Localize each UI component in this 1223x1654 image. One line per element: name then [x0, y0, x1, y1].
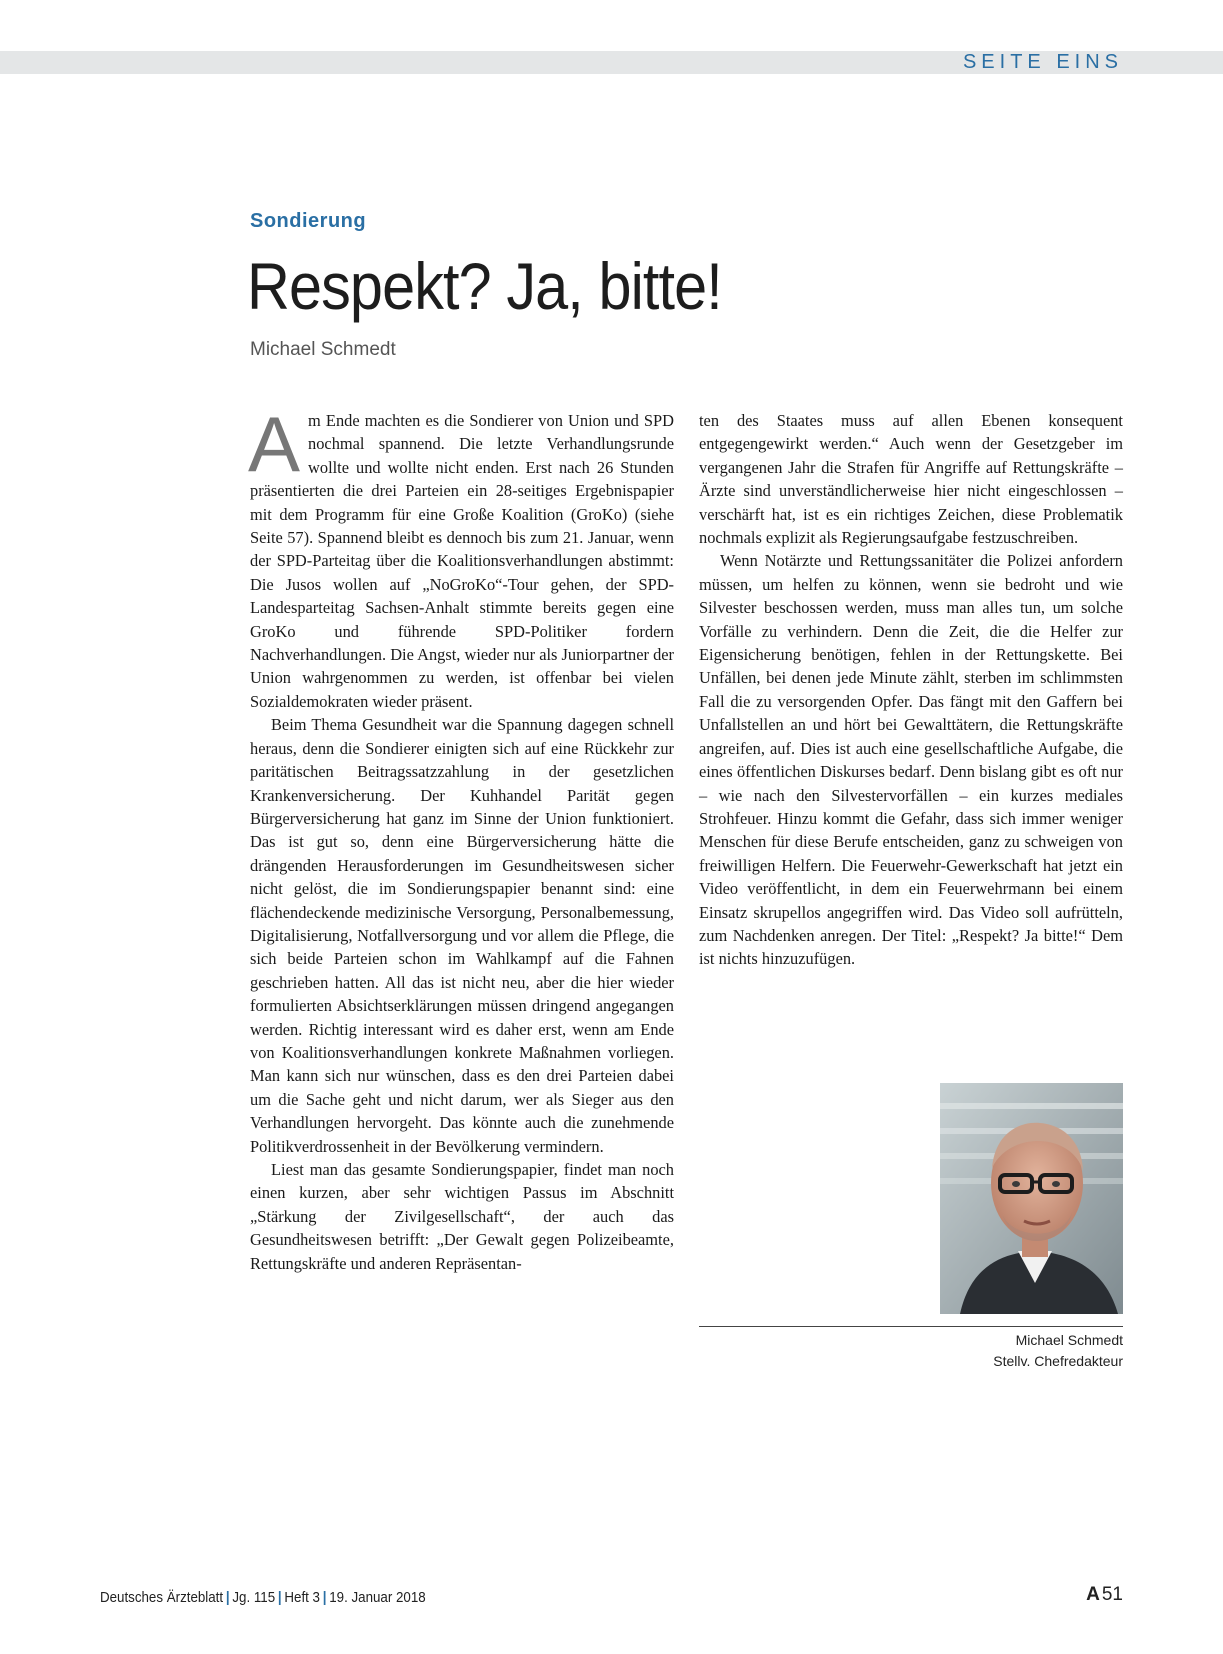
footer-volume: Jg. 115 [232, 1590, 276, 1606]
caption-rule [699, 1326, 1123, 1327]
caption-name: Michael Schmedt [1015, 1332, 1123, 1348]
paragraph: Beim Thema Gesundheit war die Spannung dagegen schnell heraus, denn die Sondierer einigten sich auf eine Rückkehr zur paritätischen Beitragssatzzahlung in der gesetzlichen Krankenversicherung. Der Kuhhandel Parität gegen Bürgerversicherung hat ganz im Sinne der Union funktioniert. Das ist gut so, denn eine Bürgerversicherung hätte die drängenden Herausforderungen im Gesundheitswesen sicher nicht gelöst, die im Sondierungspapier benannt sind: eine flächendeckende medizinische Versorgung, Personalbemessung, Digitalisierung, Notfallversorgung und vor allem die Pflege, die sich beide Parteien schon im Wahlkampf auf die Fahnen geschrieben hatten. All das ist nicht neu, aber die hier wieder formulierten Absichtserklärungen müssen dringend angegangen werden. Richtig interessant wird es daher erst, wenn am Ende von Koalitionsverhandlungen konkrete Maßnahmen vorliegen. Man kann sich nur wünschen, dass es den drei Parteien dabei um die Sache geht und nicht darum, wer als Sieger aus den Verhandlungen hervorgeht. Das könnte auch die zunehmende Politikverdrossenheit in der Bevölkerung vermindern. [250, 715, 674, 1156]
paragraph: Liest man das gesamte Sondierungspapier, findet man noch einen kurzen, aber sehr wichtigen Passus im Abschnitt „Stärkung der Zivilgesellschaft“, der auch das Gesundheitswesen betrifft: „Der Gewalt gegen Polizeibeamte, Rettungskräfte und anderen Repräsentan- [250, 1160, 674, 1273]
drop-cap: A [248, 400, 301, 488]
photo-caption [993, 1330, 1123, 1372]
footer-separator: | [322, 1590, 327, 1606]
article-kicker: Sondierung [250, 210, 367, 232]
page-number [1086, 1584, 1123, 1606]
paragraph: Wenn Notärzte und Rettungssanitäter die Polizei anfordern müssen, um helfen zu können, wenn sie bedroht und wie Silvester beschossen werden, muss man alles tun, um solche Vorfälle zu verhindern. Denn die Zeit, die die Helfer zur Eigensicherung benötigen, fehlen in der Rettungskette. Bei Unfällen, bei denen jede Minute zählt, sterben im schlimmsten Fall die zu versorgenden Opfer. Das fängt mit den Gaffern bei Unfallstellen an und hört bei Gewalttätern, die Rettungskräfte angreifen, auf. Dies ist auch eine gesellschaftliche Aufgabe, die eines öffentlichen Diskurses bedarf. Denn bislang gibt es oft nur – wie nach den Silvestervorfällen – ein kurzes mediales Strohfeuer. Hinzu kommt die Gefahr, dass sich immer weniger Menschen für diese Berufe entscheiden, ganz zu schweigen von freiwilligen Helfern. Die Feuerwehr-Gewerkschaft hat jetzt ein Video veröffentlicht, in dem ein Feuerwehrmann bei einem Einsatz skrupellos angegriffen wird. Das Video soll aufrütteln, zum Nachdenken anregen. Der Titel: „Respekt? Ja bitte!“ Dem ist nichts hinzuzufügen. [699, 551, 1123, 969]
portrait-image [940, 1083, 1123, 1314]
footer-separator: | [225, 1590, 230, 1606]
footer-date: 19. Januar 2018 [329, 1590, 426, 1606]
article-column-right [699, 409, 1123, 971]
paragraph: ten des Staates muss auf allen Ebenen konsequent entgegengewirkt werden.“ Auch wenn der Gesetzgeber im vergangenen Jahr die Strafen für Angriffe auf Rettungskräfte – Ärzte sind unverständlicherweise hier nicht eingeschlossen – verschärft hat, ist es ein richtiges Zeichen, diese Problematik nochmals explizit als Regierungsaufgabe festzuschreiben. [699, 411, 1123, 548]
paragraph-text: m Ende machten es die Sondierer von Union und SPD nochmal spannend. Die letzte Verhandlungsrunde wollte und wollte nicht enden. Erst nach 26 Stunden präsentierten die drei Parteien ein 28-seitiges Ergebnispapier mit dem Programm für eine Große Koalition (GroKo) (siehe Seite 57). Spannend bleibt es dennoch bis zum 21. Januar, wenn der SPD-Parteitag über die Koalitionsverhandlungen abstimmt: Die Jusos wollen auf „NoGroKo“-Tour gehen, der SPD-Landesparteitag Sachsen-Anhalt stimmte bereits gegen eine GroKo und führende SPD-Politiker fordern Nachverhandlungen. Die Angst, wieder nur als Juniorpartner der Union wahrgenommen zu werden, ist offenbar bei vielen Sozialdemokraten wieder präsent. [250, 411, 674, 711]
paragraph [248, 400, 674, 713]
article-author: Michael Schmedt [250, 339, 396, 360]
page-footer [100, 1590, 426, 1606]
page-number-value: 51 [1101, 1584, 1123, 1605]
article-title: Respekt? Ja, bitte! [247, 249, 722, 323]
caption-role: Stellv. Chefredakteur [993, 1353, 1123, 1369]
section-label: SEITE EINS [962, 51, 1123, 73]
footer-issue: Heft 3 [284, 1590, 320, 1606]
footer-journal: Deutsches Ärzteblatt [100, 1590, 224, 1606]
page-prefix: A [1086, 1584, 1100, 1605]
footer-separator: | [277, 1590, 282, 1606]
article-column-left [248, 400, 674, 1275]
author-photo [940, 1083, 1123, 1314]
